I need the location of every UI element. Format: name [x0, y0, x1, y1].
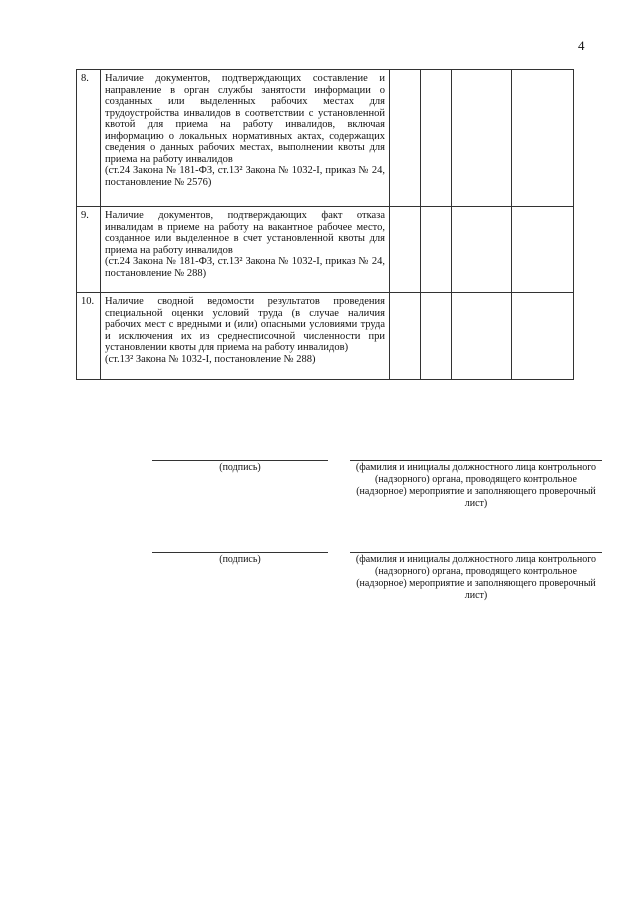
checklist-table: [76, 69, 574, 380]
answer-cell[interactable]: [421, 70, 452, 207]
name-line[interactable]: [350, 552, 602, 553]
page-number: 4: [578, 38, 585, 53]
table-row: [77, 293, 574, 380]
answer-cell[interactable]: [452, 70, 512, 207]
notes-cell[interactable]: [512, 70, 574, 207]
signature-caption: (подпись): [219, 462, 261, 473]
answer-cell[interactable]: [452, 293, 512, 380]
answer-cell[interactable]: [390, 293, 421, 380]
row-number: 10.: [77, 293, 101, 380]
signature-line[interactable]: [152, 460, 328, 461]
requirement-reference: (ст.24 Закона № 181-ФЗ, ст.13² Закона № 1032-I, приказ № 24, постановление № 288): [105, 256, 385, 279]
name-caption: (фамилия и инициалы должностного лица контрольного (надзорного) органа, проводящего контрольное (надзорное) мероприятие и заполняющего проверочный лист): [355, 462, 597, 509]
notes-cell[interactable]: [512, 207, 574, 293]
table-row: [77, 207, 574, 293]
row-number: 9.: [77, 207, 101, 293]
notes-cell[interactable]: [512, 293, 574, 380]
requirement-cell: [101, 207, 390, 293]
row-number: 8.: [77, 70, 101, 207]
requirement-cell: [101, 293, 390, 380]
name-line[interactable]: [350, 460, 602, 461]
signature-line[interactable]: [152, 552, 328, 553]
requirement-text: Наличие документов, подтверждающих составление и направление в орган службы занятости информации о созданных или выделенных рабочих местах для трудоустройства инвалидов в соответствии с установленной квотой для приема на работу инвалидов, включая информацию о локальных нормативных актах, содержащих сведения о данных рабочих местах, выполнении квоты для приема на работу инвалидов: [105, 73, 385, 165]
name-caption: (фамилия и инициалы должностного лица контрольного (надзорного) органа, проводящего контрольное (надзорное) мероприятие и заполняющего проверочный лист): [355, 554, 597, 601]
requirement-reference: (ст.24 Закона № 181-ФЗ, ст.13² Закона № 1032-I, приказ № 24, постановление № 2576): [105, 165, 385, 188]
answer-cell[interactable]: [390, 207, 421, 293]
answer-cell[interactable]: [421, 207, 452, 293]
requirement-text: Наличие документов, подтверждающих факт отказа инвалидам в приеме на работу на вакантное рабочее место, созданное или выделенное в счет установленной квоты для приема на работу инвалидов: [105, 210, 385, 256]
requirement-cell: [101, 70, 390, 207]
table-row: [77, 70, 574, 207]
answer-cell[interactable]: [452, 207, 512, 293]
signature-caption: (подпись): [219, 554, 261, 565]
requirement-reference: (ст.13² Закона № 1032-I, постановление № 288): [105, 353, 316, 365]
requirement-text: Наличие сводной ведомости результатов проведения специальной оценки условий труда (в случае наличия рабочих мест с вредными и (или) опасными условиями труда и исключения их из среднесписочной численности при установлении квоты для приема на работу инвалидов): [105, 296, 385, 353]
answer-cell[interactable]: [421, 293, 452, 380]
answer-cell[interactable]: [390, 70, 421, 207]
